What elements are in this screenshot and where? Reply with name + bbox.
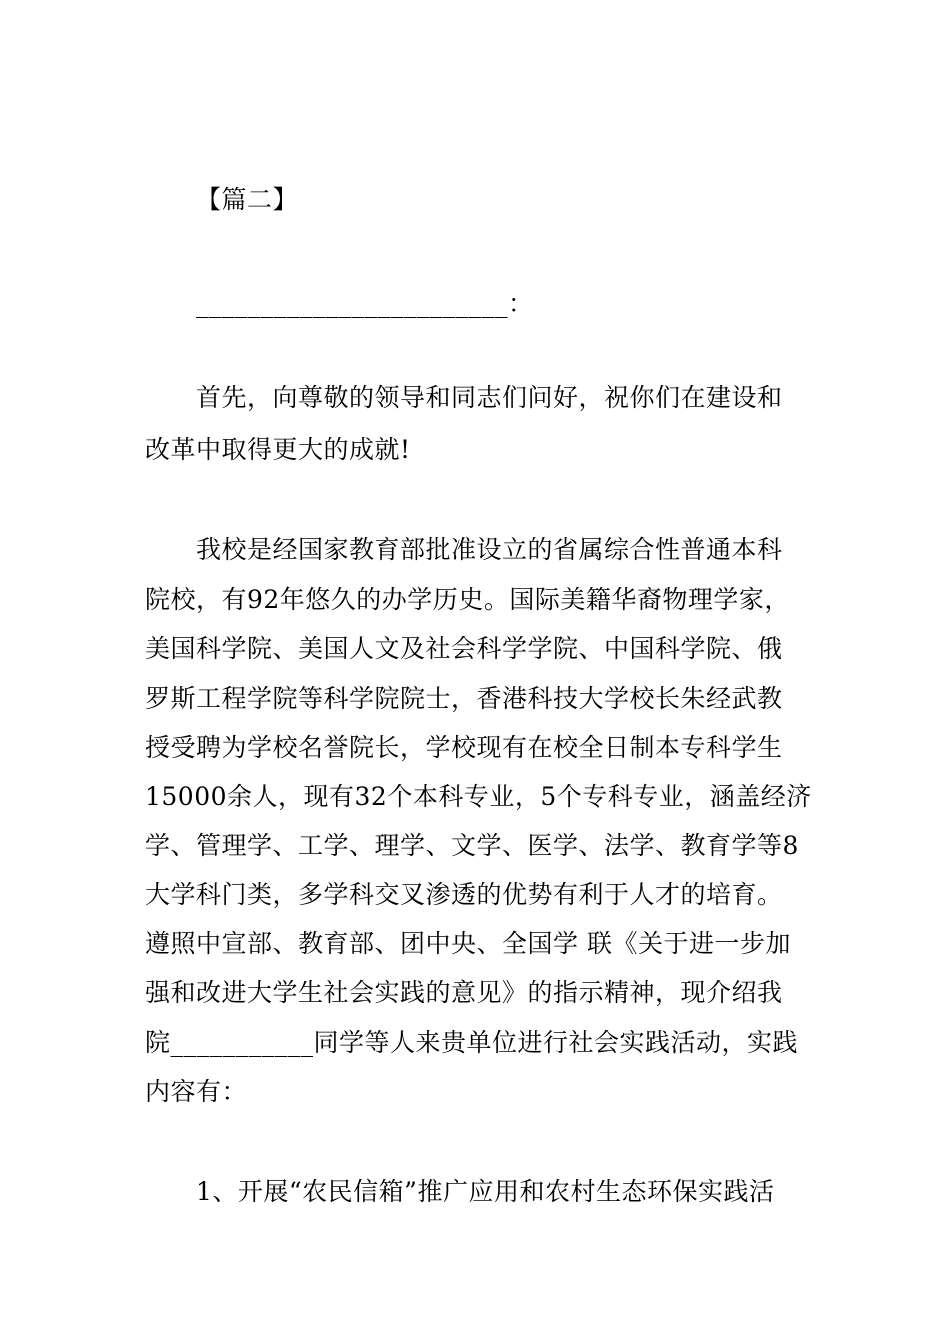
paragraph-line: 院___________同学等人来贵单位进行社会实践活动，实践 (145, 1028, 799, 1057)
paragraph-line: 罗斯工程学院等科学院院士，香港科技大学校长朱经武教 (145, 684, 783, 713)
paragraph-line: 遵照中宣部、教育部、团中央、全国学 联《关于进一步加 (145, 929, 791, 958)
paragraph-line: 我校是经国家教育部批准设立的省属综合性普通本科 (196, 535, 783, 564)
paragraph-line: 1、开展“农民信箱”推广应用和农村生态环保实践活 (196, 1177, 775, 1206)
paragraph-line: 授受聘为学校名誉院长，学校现有在校全日制本专科学生 (145, 733, 783, 762)
paragraph-line: 学、管理学、工学、理学、文学、医学、法学、教育学等8 (145, 831, 799, 860)
paragraph-line: 院校，有92年悠久的办学历史。国际美籍华裔物理学家， (145, 585, 790, 614)
salutation-blank: ________________________： (196, 289, 534, 318)
paragraph-line: 内容有： (145, 1077, 248, 1106)
paragraph-line: 强和改进大学生社会实践的意见》的指示精神，现介绍我 (145, 978, 783, 1007)
paragraph-line: 15000余人，现有32个本科专业，5个专科专业，涵盖经济 (145, 782, 812, 811)
paragraph-line: 大学科门类，多学科交叉渗透的优势有利于人才的培育。 (145, 880, 783, 909)
paragraph-line: 首先，向尊敬的领导和同志们问好，祝你们在建设和 (196, 383, 783, 412)
paragraph-line: 改革中取得更大的成就! (145, 435, 411, 464)
section-heading: 【篇二】 (196, 185, 299, 214)
paragraph-line: 美国科学院、美国人文及社会科学学院、中国科学院、俄 (145, 634, 783, 663)
